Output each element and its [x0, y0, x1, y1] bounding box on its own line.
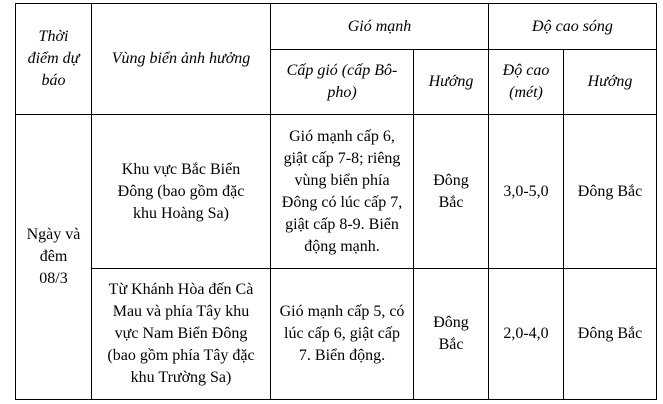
header-wind-level: Cấp gió (cấp Bô-pho) — [271, 50, 414, 115]
table-row — [16, 269, 657, 400]
wave-height-cell: 3,0-5,0 — [489, 115, 564, 269]
header-forecast-time: Thời điểm dự báo — [16, 4, 92, 115]
header-wave-direction: Hướng — [564, 50, 657, 115]
wind-level-cell: Gió mạnh cấp 5, có lúc cấp 6, giật cấp 7. Biển động. — [271, 269, 414, 400]
wave-height-cell: 2,0-4,0 — [489, 269, 564, 400]
wind-direction-cell: Đông Bắc — [414, 115, 489, 269]
wind-direction-cell: Đông Bắc — [414, 269, 489, 400]
header-affected-area: Vùng biển ảnh hưởng — [92, 4, 271, 115]
forecast-time-cell: Ngày và đêm 08/3 — [16, 115, 92, 400]
header-wave-height: Độ cao sóng — [489, 4, 657, 50]
table-row — [16, 115, 657, 269]
marine-forecast-table — [15, 3, 657, 400]
area-cell: Khu vực Bắc Biển Đông (bao gồm đặc khu Hoàng Sa) — [92, 115, 271, 269]
header-wave-height-m: Độ cao (mét) — [489, 50, 564, 115]
header-strong-wind: Gió mạnh — [271, 4, 489, 50]
wave-direction-cell: Đông Bắc — [564, 269, 657, 400]
wind-level-cell: Gió mạnh cấp 6, giật cấp 7-8; riêng vùng biển phía Đông có lúc cấp 7, giật cấp 8-9. Biển động mạnh. — [271, 115, 414, 269]
area-cell: Từ Khánh Hòa đến Cà Mau và phía Tây khu vực Nam Biển Đông (bao gồm phía Tây đặc khu Trường Sa) — [92, 269, 271, 400]
wave-direction-cell: Đông Bắc — [564, 115, 657, 269]
header-wind-direction: Hướng — [414, 50, 489, 115]
